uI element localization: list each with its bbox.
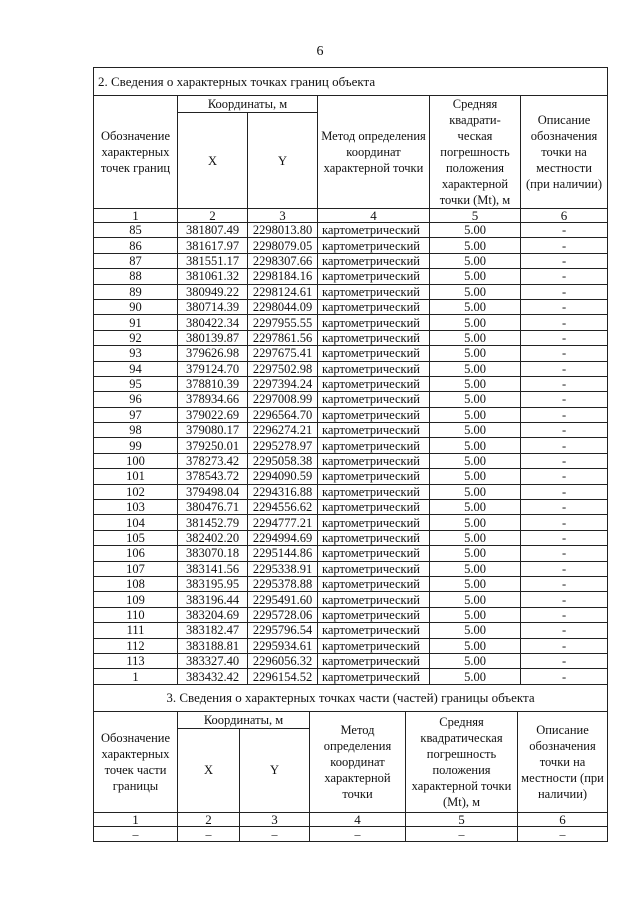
cell-error: 5.00 [430, 253, 521, 268]
table-row [94, 423, 608, 438]
cell-method: картометрический [318, 284, 430, 299]
cell-x: 383432.42 [178, 669, 248, 684]
cell-description: - [521, 653, 608, 668]
document-frame [93, 67, 607, 842]
cell-x: – [178, 826, 240, 841]
section2-title: 2. Сведения о характерных точках границ объекта [94, 68, 608, 96]
cell-method: картометрический [318, 253, 430, 268]
cell-x: 383196.44 [178, 592, 248, 607]
cell-method: картометрический [318, 500, 430, 515]
cell-error: 5.00 [430, 423, 521, 438]
section2-table [93, 67, 608, 685]
cell-x: 381807.49 [178, 223, 248, 238]
header-coordinates: Координаты, м [178, 711, 310, 728]
cell-method: картометрический [318, 223, 430, 238]
cell-point: 109 [94, 592, 178, 607]
section3-table [93, 684, 608, 842]
cell-y: 2296564.70 [248, 407, 318, 422]
cell-description: - [521, 623, 608, 638]
cell-error: 5.00 [430, 376, 521, 391]
cell-y: 2295934.61 [248, 638, 318, 653]
cell-method: картометрический [318, 423, 430, 438]
header-error: Средняя квадрати-ческая погрешность положения характерной точки (Mt), м [430, 96, 521, 209]
table-row [94, 561, 608, 576]
cell-x: 380139.87 [178, 330, 248, 345]
cell-y: 2298079.05 [248, 238, 318, 253]
cell-x: 379080.17 [178, 423, 248, 438]
cell-description: - [521, 576, 608, 591]
cell-point: 111 [94, 623, 178, 638]
cell-method: картометрический [318, 269, 430, 284]
cell-error: 5.00 [430, 592, 521, 607]
cell-x: 381061.32 [178, 269, 248, 284]
cell-method: картометрический [318, 623, 430, 638]
table-row [94, 592, 608, 607]
cell-x: 383141.56 [178, 561, 248, 576]
cell-y: 2296154.52 [248, 669, 318, 684]
cell-y: 2298124.61 [248, 284, 318, 299]
cell-x: 378543.72 [178, 469, 248, 484]
cell-y: 2298307.66 [248, 253, 318, 268]
header-x: X [178, 113, 248, 209]
cell-description: - [521, 223, 608, 238]
cell-point: 88 [94, 269, 178, 284]
cell-x: 379022.69 [178, 407, 248, 422]
cell-description: - [521, 284, 608, 299]
cell-method: картометрический [318, 546, 430, 561]
cell-description: - [521, 638, 608, 653]
table-row [94, 669, 608, 684]
cell-point: 105 [94, 530, 178, 545]
cell-method: картометрический [318, 407, 430, 422]
cell-x: 380476.71 [178, 500, 248, 515]
cell-point: 90 [94, 299, 178, 314]
cell-x: 379498.04 [178, 484, 248, 499]
cell-method: картометрический [318, 361, 430, 376]
header-description: Описание обозначения точки на местности (при наличии) [518, 711, 608, 812]
cell-error: 5.00 [430, 561, 521, 576]
cell-description: - [521, 561, 608, 576]
cell-y: 2295338.91 [248, 561, 318, 576]
cell-error: 5.00 [430, 284, 521, 299]
cell-error: 5.00 [430, 438, 521, 453]
cell-method: картометрический [318, 561, 430, 576]
cell-method: – [310, 826, 406, 841]
cell-method: картометрический [318, 638, 430, 653]
cell-error: 5.00 [430, 223, 521, 238]
cell-method: картометрический [318, 653, 430, 668]
cell-method: картометрический [318, 392, 430, 407]
cell-point: 95 [94, 376, 178, 391]
cell-description: - [521, 423, 608, 438]
cell-error: 5.00 [430, 238, 521, 253]
col-number: 2 [178, 812, 240, 826]
cell-point: 99 [94, 438, 178, 453]
column-numbers-row [94, 812, 608, 826]
cell-description: - [521, 469, 608, 484]
cell-y: 2294316.88 [248, 484, 318, 499]
table-row [94, 253, 608, 268]
cell-y: 2297394.24 [248, 376, 318, 391]
table-row [94, 299, 608, 314]
cell-error: 5.00 [430, 515, 521, 530]
cell-x: 381452.79 [178, 515, 248, 530]
cell-x: 378810.39 [178, 376, 248, 391]
cell-method: картометрический [318, 607, 430, 622]
cell-description: - [521, 253, 608, 268]
cell-method: картометрический [318, 330, 430, 345]
cell-error: 5.00 [430, 576, 521, 591]
table-row [94, 607, 608, 622]
cell-method: картометрический [318, 515, 430, 530]
cell-description: - [521, 607, 608, 622]
table-row [94, 546, 608, 561]
table-row [94, 361, 608, 376]
cell-y: 2297502.98 [248, 361, 318, 376]
cell-point: 92 [94, 330, 178, 345]
table-row [94, 515, 608, 530]
cell-y: 2295058.38 [248, 453, 318, 468]
cell-x: 383204.69 [178, 607, 248, 622]
table-row [94, 576, 608, 591]
cell-error: 5.00 [430, 269, 521, 284]
cell-y: – [240, 826, 310, 841]
table-row [94, 826, 608, 841]
cell-point: 102 [94, 484, 178, 499]
cell-error: 5.00 [430, 361, 521, 376]
cell-method: картометрический [318, 376, 430, 391]
section3-title: 3. Сведения о характерных точках части (частей) границы объекта [94, 684, 608, 711]
col-number: 4 [318, 209, 430, 223]
table-row [94, 438, 608, 453]
cell-y: 2295796.54 [248, 623, 318, 638]
cell-point: 91 [94, 315, 178, 330]
cell-method: картометрический [318, 438, 430, 453]
cell-x: 383327.40 [178, 653, 248, 668]
cell-y: 2294994.69 [248, 530, 318, 545]
header-coordinates: Координаты, м [178, 96, 318, 113]
cell-error: – [406, 826, 518, 841]
col-number: 6 [521, 209, 608, 223]
cell-y: 2295728.06 [248, 607, 318, 622]
col-number: 6 [518, 812, 608, 826]
cell-point: 104 [94, 515, 178, 530]
cell-point: 103 [94, 500, 178, 515]
cell-description: - [521, 361, 608, 376]
header-error: Средняя квадратическая погрешность положения характерной точки (Mt), м [406, 711, 518, 812]
cell-description: - [521, 315, 608, 330]
cell-description: - [521, 407, 608, 422]
cell-x: 383195.95 [178, 576, 248, 591]
cell-description: - [521, 484, 608, 499]
cell-error: 5.00 [430, 407, 521, 422]
table-row [94, 530, 608, 545]
cell-y: 2296056.32 [248, 653, 318, 668]
cell-error: 5.00 [430, 500, 521, 515]
cell-x: 381551.17 [178, 253, 248, 268]
cell-x: 379124.70 [178, 361, 248, 376]
cell-y: 2298044.09 [248, 299, 318, 314]
table-row [94, 346, 608, 361]
cell-point: 112 [94, 638, 178, 653]
cell-method: картометрический [318, 484, 430, 499]
cell-point: 85 [94, 223, 178, 238]
cell-x: 381617.97 [178, 238, 248, 253]
cell-description: - [521, 500, 608, 515]
cell-point: 93 [94, 346, 178, 361]
cell-method: картометрический [318, 530, 430, 545]
cell-error: 5.00 [430, 346, 521, 361]
cell-error: 5.00 [430, 530, 521, 545]
cell-description: - [521, 592, 608, 607]
cell-point: 96 [94, 392, 178, 407]
column-numbers-row [94, 209, 608, 223]
col-number: 5 [430, 209, 521, 223]
cell-y: 2298013.80 [248, 223, 318, 238]
cell-error: 5.00 [430, 638, 521, 653]
cell-x: 380949.22 [178, 284, 248, 299]
table-row [94, 238, 608, 253]
cell-method: картометрический [318, 238, 430, 253]
header-description: Описание обозначения точки на местности (при наличии) [521, 96, 608, 209]
cell-x: 383070.18 [178, 546, 248, 561]
cell-y: 2295378.88 [248, 576, 318, 591]
cell-description: - [521, 453, 608, 468]
cell-method: картометрический [318, 669, 430, 684]
cell-x: 379626.98 [178, 346, 248, 361]
cell-point: 101 [94, 469, 178, 484]
table-row [94, 623, 608, 638]
cell-point: 110 [94, 607, 178, 622]
cell-point: 89 [94, 284, 178, 299]
cell-y: 2294777.21 [248, 515, 318, 530]
header-y: Y [240, 728, 310, 812]
cell-description: - [521, 376, 608, 391]
header-x: X [178, 728, 240, 812]
cell-point: 97 [94, 407, 178, 422]
cell-error: 5.00 [430, 330, 521, 345]
header-point-designation: Обозначение характерных точек границ [94, 96, 178, 209]
col-number: 1 [94, 812, 178, 826]
cell-y: 2297008.99 [248, 392, 318, 407]
cell-method: картометрический [318, 315, 430, 330]
cell-x: 379250.01 [178, 438, 248, 453]
cell-description: - [521, 530, 608, 545]
cell-error: 5.00 [430, 623, 521, 638]
cell-y: 2297861.56 [248, 330, 318, 345]
section2-rows [94, 223, 608, 685]
cell-description: - [521, 546, 608, 561]
header-method: Метод определения координат характерной точки [310, 711, 406, 812]
cell-method: картометрический [318, 592, 430, 607]
cell-x: 380422.34 [178, 315, 248, 330]
col-number: 4 [310, 812, 406, 826]
col-number: 5 [406, 812, 518, 826]
cell-description: - [521, 515, 608, 530]
table-row [94, 484, 608, 499]
table-row [94, 284, 608, 299]
cell-y: 2294090.59 [248, 469, 318, 484]
table-row [94, 392, 608, 407]
cell-error: 5.00 [430, 392, 521, 407]
cell-point: 100 [94, 453, 178, 468]
cell-description: - [521, 330, 608, 345]
cell-y: 2296274.21 [248, 423, 318, 438]
table-row [94, 653, 608, 668]
cell-error: 5.00 [430, 607, 521, 622]
cell-y: 2294556.62 [248, 500, 318, 515]
cell-y: 2298184.16 [248, 269, 318, 284]
cell-x: 383188.81 [178, 638, 248, 653]
cell-x: 378934.66 [178, 392, 248, 407]
cell-method: картометрический [318, 469, 430, 484]
cell-description: - [521, 438, 608, 453]
cell-point: 106 [94, 546, 178, 561]
cell-point: 1 [94, 669, 178, 684]
table-row [94, 469, 608, 484]
cell-description: - [521, 392, 608, 407]
header-method: Метод определения координат характерной точки [318, 96, 430, 209]
cell-point: 87 [94, 253, 178, 268]
cell-point: 98 [94, 423, 178, 438]
cell-error: 5.00 [430, 453, 521, 468]
table-row [94, 315, 608, 330]
table-row [94, 500, 608, 515]
cell-point: 94 [94, 361, 178, 376]
cell-error: 5.00 [430, 669, 521, 684]
cell-description: - [521, 299, 608, 314]
table-row [94, 223, 608, 238]
page-number: 6 [316, 44, 324, 59]
col-number: 1 [94, 209, 178, 223]
col-number: 2 [178, 209, 248, 223]
cell-error: 5.00 [430, 299, 521, 314]
cell-method: картометрический [318, 299, 430, 314]
cell-method: картометрический [318, 346, 430, 361]
cell-point: 86 [94, 238, 178, 253]
cell-error: 5.00 [430, 469, 521, 484]
cell-y: 2295491.60 [248, 592, 318, 607]
col-number: 3 [240, 812, 310, 826]
cell-y: 2297955.55 [248, 315, 318, 330]
cell-error: 5.00 [430, 546, 521, 561]
header-y: Y [248, 113, 318, 209]
cell-point: 113 [94, 653, 178, 668]
cell-method: картометрический [318, 576, 430, 591]
cell-y: 2295278.97 [248, 438, 318, 453]
cell-description: - [521, 238, 608, 253]
cell-error: 5.00 [430, 315, 521, 330]
cell-point: 107 [94, 561, 178, 576]
cell-x: 378273.42 [178, 453, 248, 468]
table-row [94, 453, 608, 468]
table-row [94, 638, 608, 653]
cell-y: 2295144.86 [248, 546, 318, 561]
cell-point: – [94, 826, 178, 841]
cell-method: картометрический [318, 453, 430, 468]
cell-y: 2297675.41 [248, 346, 318, 361]
table-row [94, 330, 608, 345]
cell-description: – [518, 826, 608, 841]
cell-error: 5.00 [430, 484, 521, 499]
cell-x: 380714.39 [178, 299, 248, 314]
cell-description: - [521, 346, 608, 361]
col-number: 3 [248, 209, 318, 223]
cell-x: 383182.47 [178, 623, 248, 638]
cell-error: 5.00 [430, 653, 521, 668]
header-point-designation: Обозначение характерных точек части границы [94, 711, 178, 812]
table-row [94, 407, 608, 422]
cell-description: - [521, 669, 608, 684]
table-row [94, 376, 608, 391]
cell-description: - [521, 269, 608, 284]
cell-x: 382402.20 [178, 530, 248, 545]
cell-point: 108 [94, 576, 178, 591]
table-row [94, 269, 608, 284]
